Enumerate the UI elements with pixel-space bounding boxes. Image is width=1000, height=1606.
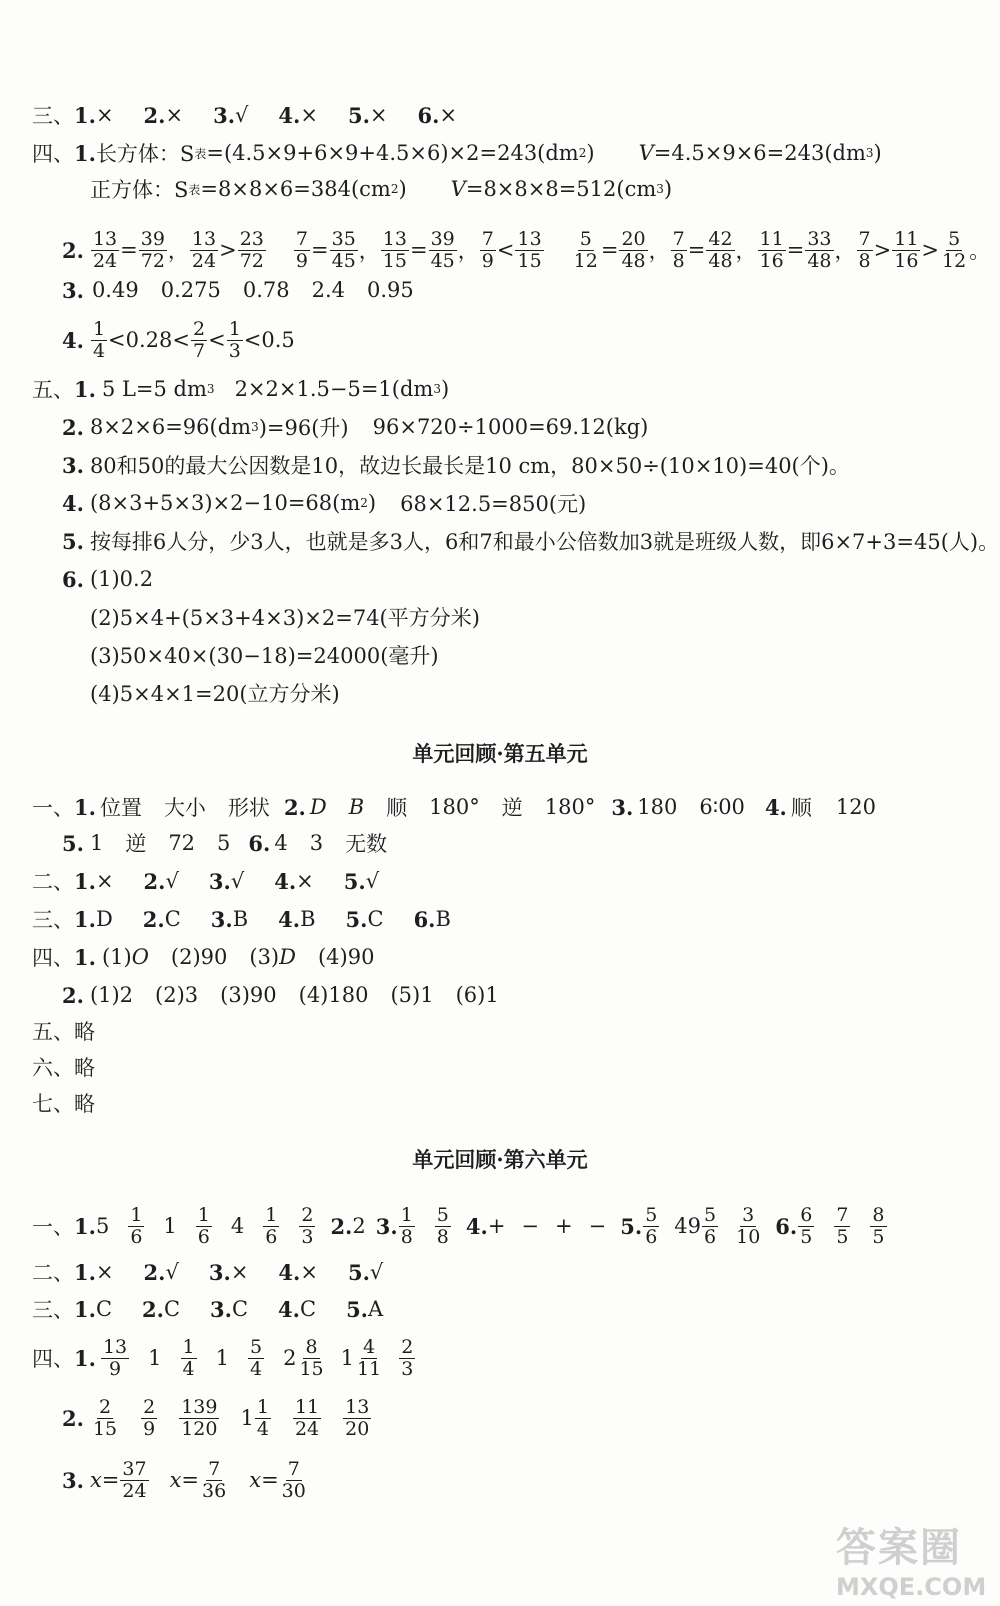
fraction: $\frac{139}{120}$ [181,1395,218,1440]
answer: × [369,103,388,127]
fraction: $\frac{5}{12}$ [573,227,598,272]
answer: (4)90 [317,945,375,969]
unit6-section-4-q1 [32,1334,416,1382]
answer: (4)180 [298,983,369,1007]
fraction: $\frac{2}{3}$ [401,1335,414,1380]
answer-text: 68×12.5=850(元) [400,492,587,516]
compare-text: <0.5 [243,328,295,352]
q-num: 2. [143,1259,166,1285]
unit5-section-1 [32,792,876,822]
answer-text: =4.5×9×6=243(dm [653,141,866,165]
fraction: $\frac{7}{8}$ [858,227,871,272]
unit5-section-6 [32,1052,95,1082]
answer: 顺 [790,796,812,820]
fraction: $\frac{37}{24}$ [122,1457,147,1502]
answer: √ [165,1260,179,1284]
answer: 180° [429,795,480,819]
q-num: 2. [62,982,84,1008]
fraction: $\frac{13}{24}$ [92,227,118,272]
subscript: 表 [194,146,207,161]
answer: 1 [340,1346,354,1370]
section-number: 一、 [32,1215,74,1239]
superscript: 3 [206,382,215,396]
section-number: 一、 [32,796,74,820]
answer: 大小 [163,796,206,820]
q-num: 4. [465,1213,488,1239]
answer: √ [165,869,179,893]
answer: 0.78 [242,278,290,302]
section-5-q2 [62,412,648,442]
q-num: 6. [417,102,440,128]
answer: √ [369,1260,384,1284]
answer: × [300,103,318,127]
q-num: 6. [413,906,436,932]
section-number: 五、 [32,378,74,402]
q-num: 2. [330,1213,353,1239]
answer: + [555,1214,573,1238]
superscript: 3 [251,420,259,434]
fraction: $\frac{35}{45}$ [331,227,356,272]
answer-text: =8×8×6=384(cm [200,177,391,201]
answer-text: ) [440,377,450,401]
fraction: $\frac{6}{5}$ [800,1203,813,1248]
answer: 1 [89,831,104,855]
answer: A [368,1297,384,1321]
fraction: $\frac{7}{5}$ [836,1203,849,1248]
answer-text: 长方体：S [95,142,195,166]
q-num: 1. [74,376,96,402]
answer: 2.4 [311,278,345,302]
fraction: $\frac{1}{4}$ [182,1335,195,1380]
q-num: 5. [62,830,84,856]
fraction: $\frac{20}{48}$ [621,227,646,272]
unit5-section-1-cont [62,828,387,858]
section-4-q3 [62,275,414,305]
unit5-section-2 [32,866,379,896]
fraction: $\frac{4}{11}$ [357,1335,382,1380]
watermark-url: MXQE.COM [836,1573,987,1601]
fraction: $\frac{2}{9}$ [143,1395,156,1440]
answer: 0.275 [160,278,221,302]
answer-text: ) [367,491,377,515]
fraction: $\frac{7}{36}$ [202,1457,227,1502]
answer-text: 2×2×1.5−5=1(dm [234,377,434,401]
unit-5-heading: 单元回顾·第五单元 [412,741,588,766]
answer: (3) [249,945,280,969]
answer: × [230,1260,249,1284]
q-num: 1. [74,944,96,970]
section-5-q5 [62,526,999,556]
gt-sign: > [921,238,940,262]
answer: 无数 [345,832,388,856]
section-5-q6-3 [90,640,439,670]
compare-text: <0.28< [108,328,190,352]
q-num: 3. [208,1259,231,1285]
q-num: 5. [343,868,366,894]
answer: 180 [637,795,678,819]
answer: (5)1 [390,983,434,1007]
answer-text: ) [663,177,673,201]
q-num: 3. [62,452,84,478]
q-num: 2. [143,102,166,128]
answer: (2)90 [170,945,228,969]
q-num: 5. [345,906,368,932]
answer: × [95,1260,114,1284]
subscript: 表 [188,182,201,197]
answer: × [95,103,114,127]
answer: 逆 [501,796,523,820]
q-num: 5. [62,528,84,554]
fraction: $\frac{33}{48}$ [807,227,832,272]
q-num: 6. [248,830,271,856]
watermark-text: 答案圈 [836,1525,962,1571]
section-number: 四、 [32,1347,74,1371]
q-num: 1. [74,906,96,932]
answer: C [367,907,384,931]
q-num: 3. [210,906,233,932]
answer: × [165,103,184,127]
equals-sign: = [261,1468,279,1492]
answer: C [163,1297,181,1321]
fraction: $\frac{13}{15}$ [382,227,407,272]
answer-text: =(4.5×9+6×9+4.5×6)×2=243(dm [206,141,579,165]
q-num: 2. [62,237,84,263]
superscript: 3 [656,182,664,196]
answer: − [588,1214,607,1238]
fraction: $\frac{5}{6}$ [704,1203,717,1248]
answer: √ [235,103,249,127]
fraction: $\frac{1}{8}$ [400,1203,413,1248]
fraction: $\frac{13}{20}$ [345,1395,370,1440]
answer: O [131,945,149,969]
fraction: $\frac{3}{10}$ [736,1203,761,1248]
q-num: 6. [775,1213,798,1239]
unit5-section-4-q2 [62,980,499,1010]
answer: 3 [309,831,324,855]
q-num: 1. [74,102,96,128]
unit5-section-5 [32,1016,95,1046]
q-num: 1. [74,868,96,894]
answer-text: ) [398,177,407,201]
fraction: $\frac{1}{6}$ [130,1203,143,1248]
q-num: 2. [143,868,166,894]
section-5-q6 [62,564,153,594]
variable: V [638,141,654,165]
variable: x [169,1468,182,1492]
q-num: 2. [62,1405,84,1431]
answer: 1 [148,1346,162,1370]
answer: (1) [101,945,132,969]
q-num: 4. [278,1259,301,1285]
superscript: 2 [578,146,587,160]
answer: 1 [215,1346,229,1370]
superscript: 2 [360,496,368,510]
fraction: $\frac{1}{4}$ [92,317,106,362]
answer-text: ) [586,141,595,165]
answer-text: 七、略 [32,1092,95,1116]
answer-text: )=96(升) [258,416,349,440]
answer: × [95,869,114,893]
answer-text: 5 L=5 dm [101,377,207,401]
fraction: $\frac{7}{8}$ [672,227,685,272]
section-5-q1 [32,374,449,404]
section-4-q1-cuboid [32,138,882,168]
answer-text: (1)0.2 [89,567,154,591]
answer: 120 [835,795,876,819]
fraction: $\frac{42}{48}$ [708,227,733,272]
q-num: 2. [62,414,84,440]
answer: C [164,907,181,931]
q-num: 5. [346,1296,368,1322]
answer-text: 按每排6人分，少3人，也就是多3人，6和7和最小公倍数加3就是班级人数，即6×7+3=45(人)。 [89,530,1000,554]
answer: 1 [163,1214,177,1238]
q-num: 3. [62,277,84,303]
fraction: $\frac{7}{30}$ [281,1457,306,1502]
fraction: $\frac{2}{15}$ [92,1395,118,1440]
unit6-section-4-q3 [62,1456,309,1504]
answer: + [487,1214,506,1238]
fraction: $\frac{39}{72}$ [140,227,165,272]
fraction: $\frac{1}{6}$ [265,1203,278,1248]
q-num: 4. [764,794,787,820]
superscript: 2 [390,182,399,196]
q-num: 1. [74,794,96,820]
answer-text: =8×8×8=512(cm [465,177,657,201]
section-4-q2-fractions: 2. $\frac{13}{24}$ = $\frac{39}{72}$ ， $\frac{13}{24}$ > $\frac{23}{72}$ $\frac{7}{9}$ = $\frac{35}{45}$ ， $\frac{13}{15}$ = $\frac{39}{45}$ ， $\frac{7}{9}$ < $\frac{13}{15}$ $\frac{5}{12}$ = $\frac{20}{48}$ ， $\frac{7}{8}$ = $\frac{42}{48}$ ， $\frac{11}{16}$ = $\frac{33}{48}$ ， $\frac{7}{8}$ > $\frac{11}{16}$ > $\frac{5}{12}$ 。 [62,227,991,272]
answer: 2 [352,1214,366,1238]
answer-text: (4)5×4×1=20(立方分米) [90,682,340,706]
answer-text: ) [873,141,882,165]
unit6-section-3 [32,1294,383,1324]
answer: 0.49 [91,278,139,302]
answer: B [300,907,316,931]
answer-text: 96×720÷1000=69.12(kg) [372,415,649,439]
superscript: 3 [865,146,874,160]
answer: (6)1 [455,983,499,1007]
answer: 180° [544,795,596,819]
q-num: 4. [62,490,84,516]
section-number: 二、 [32,870,74,894]
fraction: $\frac{2}{7}$ [192,317,206,362]
answer: 2 [283,1346,297,1370]
variable: V [450,177,466,201]
answer: 49 [674,1214,702,1238]
answer: 4 [230,1214,245,1238]
answer-text: 8×2×6=96(dm [89,415,252,439]
answer: × [439,103,458,127]
unit5-section-7 [32,1088,95,1118]
section-number: 三、 [32,104,74,128]
variable: x [249,1468,262,1492]
q-num: 6. [62,566,84,592]
answer: 6∶00 [699,795,745,819]
q-num: 3. [210,1296,232,1322]
fraction: $\frac{8}{15}$ [299,1335,324,1380]
answer: (3)90 [220,983,277,1007]
section-5-q4 [62,488,586,518]
answer: C [299,1297,317,1321]
unit-6-heading: 单元回顾·第六单元 [412,1147,588,1172]
answer: 位置 [99,796,142,820]
fraction: $\frac{1}{4}$ [256,1395,269,1440]
q-num: 5. [620,1213,643,1239]
fraction: $\frac{2}{3}$ [301,1203,314,1248]
answer-text: (3)50×40×(30−18)=24000(毫升) [90,644,439,668]
q-num: 4. [278,906,301,932]
q-num: 1. [74,1296,96,1322]
q-num: 4. [274,868,297,894]
gt-sign: > [873,238,892,262]
section-4-q1-cube [90,174,672,204]
q-num: 2. [142,1296,164,1322]
q-num: 1. [74,1259,96,1285]
answer-text: 六、略 [32,1056,95,1080]
answer: − [521,1214,540,1238]
lt-sign: < [496,238,515,262]
superscript: 3 [433,382,441,396]
answer-text: (8×3+5×3)×2−10=68(m [89,491,361,515]
answer: × [296,869,314,893]
fraction: $\frac{11}{16}$ [759,227,784,272]
fraction: $\frac{8}{5}$ [872,1203,885,1248]
answer: (1)2 [89,983,134,1007]
q-num: 2. [142,906,165,932]
fraction: $\frac{39}{45}$ [430,227,455,272]
gt-sign: > [219,238,237,262]
equals-sign: = [181,1468,200,1492]
answer: √ [365,869,380,893]
answer: 0.95 [367,278,414,302]
section-4-q4 [62,316,295,364]
q-num: 4. [278,102,301,128]
section-number: 二、 [32,1261,74,1285]
answer: B [232,907,249,931]
fraction: $\frac{13}{15}$ [517,227,542,272]
fraction: $\frac{13}{9}$ [102,1335,128,1380]
unit5-section-4-q1 [32,942,374,972]
fraction: $\frac{1}{6}$ [197,1203,210,1248]
answer: 5 [217,831,231,855]
q-num: 1. [74,1213,96,1239]
unit6-section-4-q2 [62,1394,372,1442]
q-num: 1. [74,1345,96,1371]
q-num: 3. [375,1213,398,1239]
answer: 顺 [386,796,408,820]
q-num: 4. [278,1296,300,1322]
q-num: 4. [62,327,84,353]
q-num: 3. [213,102,236,128]
section-3-judgement [32,100,457,130]
fraction: $\frac{11}{24}$ [294,1395,320,1440]
answer: × [300,1260,318,1284]
answer: D [309,795,327,819]
unit6-section-1 [32,1202,888,1250]
answer: D [95,907,113,931]
answer: 72 [168,831,196,855]
section-5-q3 [62,450,850,480]
fraction: $\frac{5}{12}$ [942,227,967,272]
answer: √ [230,869,245,893]
lt-sign: < [208,328,226,352]
answer-text: 五、略 [32,1020,95,1044]
answer-text: 80和50的最大公因数是10，故边长最长是10 cm，80×50÷(10×10)=40(个)。 [89,454,850,478]
variable: x [89,1468,102,1492]
q-num: 3. [62,1467,84,1493]
fraction: $\frac{11}{16}$ [894,227,919,272]
answer: C [231,1297,249,1321]
answer: 逆 [125,832,147,856]
fraction: $\frac{7}{9}$ [481,227,494,272]
unit6-section-2 [32,1257,383,1287]
answer-text: (2)5×4+(5×3+4×3)×2=74(平方分米) [90,606,480,630]
answer: B [348,795,365,819]
q-num: 3. [611,794,634,820]
section-number: 四、 [32,946,74,970]
fraction: $\frac{5}{4}$ [249,1335,263,1380]
watermark-logo [836,1516,987,1601]
answer: D [279,945,296,969]
answer: C [95,1297,113,1321]
q-num: 5. [347,102,370,128]
answer: 1 [240,1406,254,1430]
section-number: 三、 [32,1298,74,1322]
section-5-q6-2 [90,602,480,632]
fraction: $\frac{1}{3}$ [228,317,241,362]
answer: 4 [274,831,288,855]
answer-text: 正方体：S [90,178,189,202]
answer: B [435,907,451,931]
equals-sign: = [101,1468,120,1492]
fraction: $\frac{7}{9}$ [295,227,308,272]
section-5-q6-4 [90,678,340,708]
fraction: $\frac{13}{24}$ [191,227,217,272]
fraction: $\frac{5}{6}$ [645,1203,658,1248]
q-num: 2. [283,794,306,820]
answer: 5 [95,1214,110,1238]
unit5-section-3 [32,904,451,934]
q-num: 3. [208,868,231,894]
answer: (2)3 [155,983,199,1007]
q-num: 1. [74,140,96,166]
q-num: 5. [347,1259,370,1285]
answer: 形状 [227,796,270,820]
section-number: 四、 [32,142,74,166]
fraction: $\frac{23}{72}$ [239,227,264,272]
fraction: $\frac{5}{8}$ [436,1203,449,1248]
section-number: 三、 [32,908,74,932]
